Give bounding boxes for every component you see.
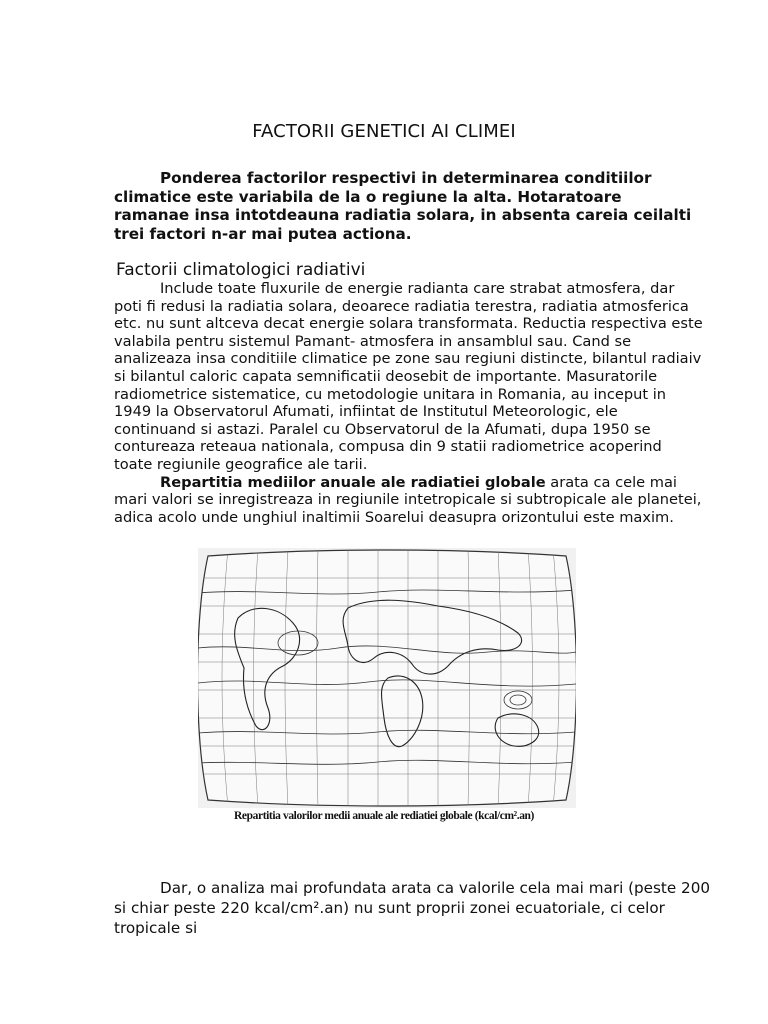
paragraph-2-text: arata ca cele mai mari valori se inregistreaza in regiunile intetropicale si subtropicale ale planetei, adica acolo unde unghiul inaltimii Soarelui deasupra orizontului este maxim. (114, 473, 702, 526)
document-title: FACTORII GENETICI AI CLIMEI (252, 121, 516, 142)
paragraph-3-text: Dar, o analiza mai profundata arata ca valorile cela mai mari (peste 200 si chiar peste 220 kcal/cm².an) nu sunt proprii zonei ecuatoriale, ci celor tropicale si (114, 879, 711, 937)
world-map-graphic (198, 548, 576, 808)
paragraph-1-text: Include toate fluxurile de energie radianta care strabat atmosfera, dar poti fi redusi la radiatia solara, deoarece radiatia terestra, radiatia atmosferica etc. nu sunt altceva decat energie solara transformata. Reductia respectiva este valabila pentru sistemul Pamant- atmosfera in ansamblul sau. Cand se analizeaza insa conditiile climatice pe zone sau regiuni distincte, bilantul radiaiv si bilantul caloric capata semnificatii deosebit de importante. Masuratorile radiometrice sistematice, cu metodologie unitara in Romania, au inceput in 1949 la Observatorul Afumati, infiintat de Institutul Meteorologic, ele continuand si astazi. Paralel cu Observatorul de la Afumati, dupa 1950 se contureaza reteaua nationala, compusa din 9 statii radiometrice acoperind toate regiunile geografice ale tarii. (114, 280, 703, 473)
intro-text: Ponderea factorilor respectivi in determinarea conditiilor climatice este variabila de la o regiune la alta. Hotaratoare ramanae insa intotdeauna radiatia solara, in absenta careia ceilalti trei factori n-ar mai putea actiona. (114, 169, 692, 243)
intro-paragraph (114, 169, 699, 243)
map-frame (198, 550, 576, 806)
world-radiation-map (198, 548, 576, 808)
body-text (114, 280, 704, 526)
paragraph-3 (114, 878, 714, 938)
paragraph-2 (114, 474, 704, 527)
paragraph-2-bold: Repartitia mediilor anuale ale radiatiei globale (160, 473, 546, 491)
paragraph-1 (114, 280, 704, 474)
section-heading: Factorii climatologici radiativi (116, 260, 366, 280)
figure-caption: Repartitia valorilor medii anuale ale rediatiei globale (kcal/cm².an) (234, 810, 534, 822)
